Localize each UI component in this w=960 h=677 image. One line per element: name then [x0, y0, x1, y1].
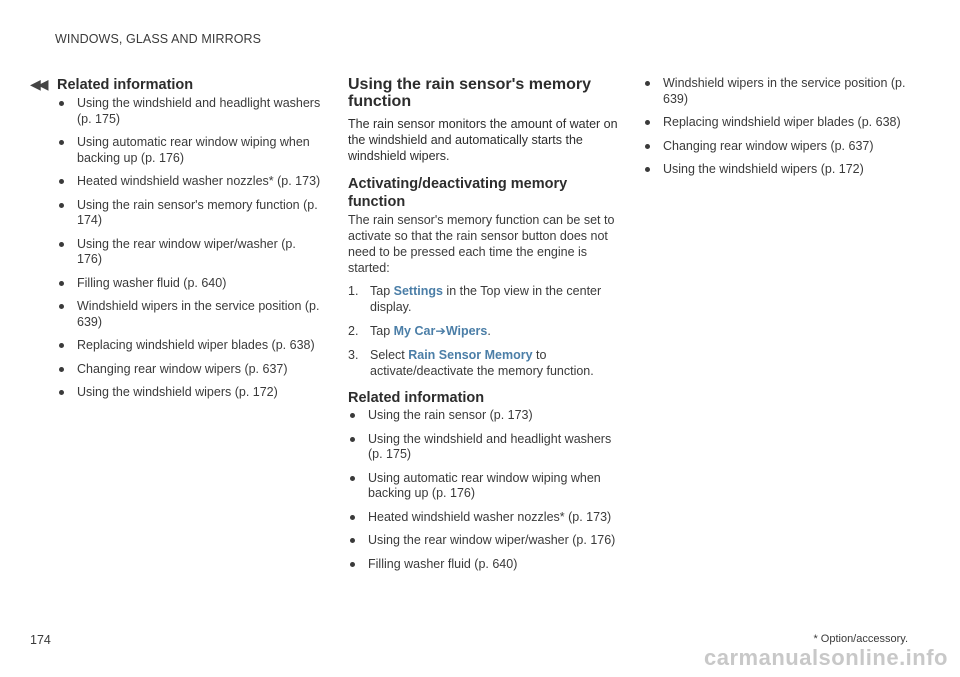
step-number: 2. [348, 324, 359, 338]
page-title: Using the rain sensor's memory function [348, 76, 591, 110]
footnote: * Option/accessory. [813, 633, 908, 645]
step-number: 3. [348, 348, 359, 362]
list-item[interactable]: Using the windshield wipers (p. 172) [57, 385, 322, 401]
back-arrows-icon[interactable]: ◀◀ [30, 76, 46, 92]
list-item[interactable]: Using automatic rear window wiping when backing up (p. 176) [348, 471, 618, 502]
step-text: to activate/deactivate the memory function. [370, 348, 594, 378]
list-item[interactable]: Using the rain sensor (p. 173) [348, 408, 618, 424]
list-item[interactable]: Changing rear window wipers (p. 637) [643, 139, 913, 155]
related-information-list [57, 96, 322, 401]
steps-list [348, 283, 618, 379]
list-item[interactable]: Filling washer fluid (p. 640) [57, 276, 322, 292]
related-information-heading: Related information [57, 77, 194, 93]
settings-label: Settings [393, 284, 443, 298]
my-car-label: My Car [393, 324, 436, 338]
list-item[interactable]: Heated windshield washer nozzles* (p. 173) [348, 510, 618, 526]
step-text: Select [370, 348, 409, 362]
list-item[interactable]: Filling washer fluid (p. 640) [348, 557, 618, 573]
list-item[interactable]: Heated windshield washer nozzles* (p. 173) [57, 174, 322, 190]
activating-heading: Activating/deactivating memory function [348, 176, 568, 210]
step-text: Tap [370, 284, 394, 298]
related-information-heading: Related information [348, 390, 485, 406]
list-item[interactable]: Using the windshield wipers (p. 172) [643, 162, 913, 178]
list-item[interactable]: Using the rear window wiper/washer (p. 176) [57, 237, 322, 268]
step-item [348, 347, 618, 379]
watermark: carmanualsonline.info [704, 645, 948, 670]
step-item [348, 283, 618, 315]
step-number: 1. [348, 284, 359, 298]
list-item[interactable]: Using automatic rear window wiping when backing up (p. 176) [57, 135, 322, 166]
list-item[interactable]: Replacing windshield wiper blades (p. 638) [57, 338, 322, 354]
list-item[interactable]: Using the rain sensor's memory function (p. 174) [57, 198, 322, 229]
activating-paragraph: The rain sensor's memory function can be set to activate so that the rain sensor button does not need to be pressed each time the engine is started: [348, 213, 615, 275]
section-header: WINDOWS, GLASS AND MIRRORS [55, 32, 262, 46]
step-text: in the Top view in the center display. [370, 284, 602, 314]
list-item[interactable]: Changing rear window wipers (p. 637) [57, 362, 322, 378]
wipers-label: Wipers [445, 324, 488, 338]
list-item[interactable]: Using the windshield and headlight washers (p. 175) [348, 432, 618, 463]
list-item[interactable]: Using the windshield and headlight washers (p. 175) [57, 96, 322, 127]
list-item[interactable]: Windshield wipers in the service position (p. 639) [57, 299, 322, 330]
column-1 [57, 76, 322, 409]
arrow-right-icon: ➔ [435, 324, 446, 338]
list-item[interactable]: Using the rear window wiper/washer (p. 176) [348, 533, 618, 549]
list-item[interactable]: Windshield wipers in the service position (p. 639) [643, 76, 913, 107]
related-information-list [643, 76, 913, 178]
page-number: 174 [30, 633, 51, 647]
column-2 [348, 76, 618, 580]
step-text: Tap [370, 324, 394, 338]
related-information-list [348, 408, 618, 572]
column-3 [643, 76, 913, 186]
intro-paragraph: The rain sensor monitors the amount of water on the windshield and automatically starts the windshield wipers. [348, 117, 618, 163]
step-text: . [487, 324, 491, 338]
step-item [348, 323, 618, 339]
list-item[interactable]: Replacing windshield wiper blades (p. 638) [643, 115, 913, 131]
rain-sensor-memory-label: Rain Sensor Memory [408, 348, 533, 362]
